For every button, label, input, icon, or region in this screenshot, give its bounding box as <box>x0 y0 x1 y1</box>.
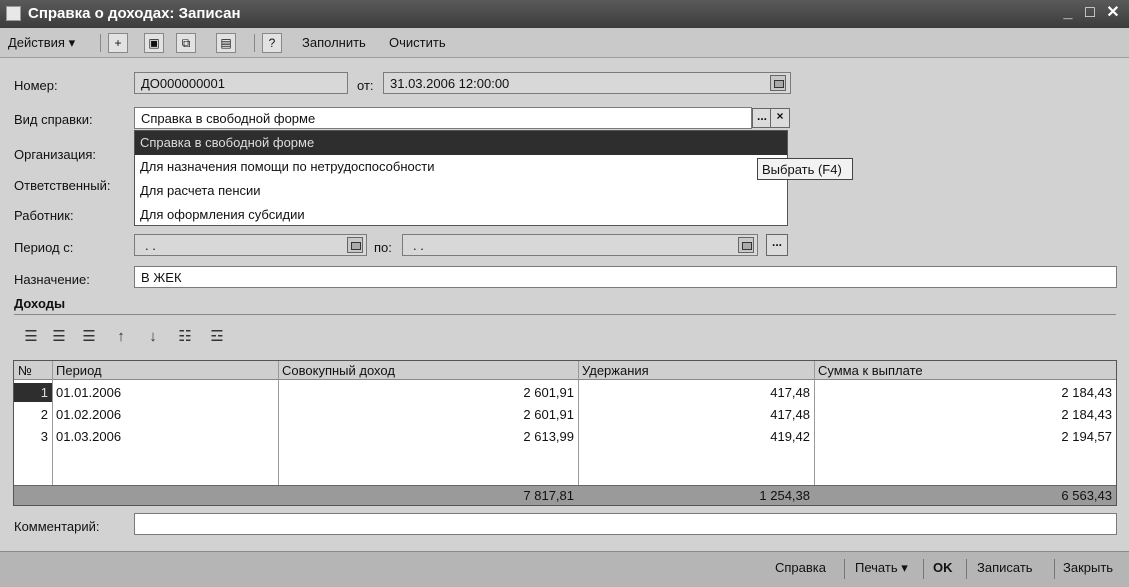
row-period: 01.01.2006 <box>56 385 122 400</box>
row-payment: 2 194,57 <box>1061 429 1112 444</box>
maximize-button[interactable]: □ <box>1085 4 1095 21</box>
number-label: Номер: <box>14 78 58 93</box>
dropdown-item[interactable]: Для назначения помощи по нетрудоспособности <box>140 159 435 174</box>
clear-button[interactable]: Очистить <box>389 35 446 50</box>
select-button[interactable]: ... <box>752 108 772 128</box>
totals-row <box>14 485 1116 505</box>
ok-button[interactable]: OK <box>933 560 953 575</box>
clear-icon[interactable]: × <box>770 108 790 128</box>
type-field[interactable]: Справка в свободной форме <box>134 107 752 129</box>
move-icon[interactable]: + <box>108 33 128 53</box>
toolbar-separator <box>100 34 101 52</box>
close-window-button[interactable]: ✕ <box>1106 4 1120 21</box>
row-deductions: 417,48 <box>770 407 810 422</box>
organization-label: Организация: <box>14 147 97 162</box>
title-bar <box>0 0 1129 28</box>
section-divider <box>14 314 1116 315</box>
post-icon[interactable]: ▤ <box>216 33 236 53</box>
calendar-icon[interactable] <box>770 75 786 91</box>
comment-label: Комментарий: <box>14 519 100 534</box>
sort-icon[interactable]: ☷ <box>178 328 192 345</box>
toolbar-separator <box>254 34 255 52</box>
move-up-icon[interactable]: ↑ <box>117 328 125 345</box>
window-title: Справка о доходах: Записан <box>28 5 241 22</box>
row-income: 2 601,91 <box>523 407 574 422</box>
date-label: от: <box>357 78 374 93</box>
period-to-field[interactable] <box>402 234 758 256</box>
close-button[interactable]: Закрыть <box>1063 560 1114 575</box>
calendar-icon[interactable] <box>738 237 754 253</box>
type-label: Вид справки: <box>14 112 93 127</box>
responsible-label: Ответственный: <box>14 178 111 193</box>
actions-menu[interactable] <box>8 35 75 51</box>
report-button[interactable]: Справка <box>775 560 826 575</box>
number-field[interactable] <box>134 72 348 94</box>
row-number: 3 <box>40 429 48 444</box>
column-header-period[interactable]: Период <box>52 361 278 380</box>
toolbar <box>0 28 1129 58</box>
chevron-down-icon: ▾ <box>68 35 76 50</box>
period-from-field[interactable] <box>134 234 367 256</box>
print-menu-label: Печать <box>855 560 898 575</box>
income-section-title: Доходы <box>14 296 66 311</box>
row-period: 01.03.2006 <box>56 429 122 444</box>
comment-field[interactable] <box>134 513 1117 535</box>
period-to-label: по: <box>374 240 392 255</box>
column-header-income[interactable]: Совокупный доход <box>278 361 578 380</box>
period-from-value: . . <box>145 238 156 253</box>
reread-icon[interactable]: ▣ <box>144 33 164 53</box>
select-tooltip: Выбрать (F4) <box>757 158 853 180</box>
copy-icon[interactable]: ⧉ <box>176 33 196 53</box>
period-select-button[interactable]: ... <box>766 234 788 256</box>
income-table <box>13 360 1117 506</box>
bottom-separator <box>1054 559 1055 579</box>
total-payment: 6 563,43 <box>1061 488 1112 503</box>
edit-row-icon[interactable]: ☰ <box>82 328 96 345</box>
number-value: ДО000000001 <box>141 76 225 91</box>
add-row-icon[interactable]: ☰ <box>24 328 38 345</box>
document-icon <box>6 6 21 21</box>
purpose-label: Назначение: <box>14 272 90 287</box>
period-from-label: Период с: <box>14 240 74 255</box>
date-field[interactable] <box>383 72 791 94</box>
minimize-button[interactable]: _ <box>1063 4 1073 21</box>
row-number: 1 <box>14 383 52 402</box>
row-payment: 2 184,43 <box>1061 385 1112 400</box>
bottom-bar <box>0 551 1129 587</box>
row-deductions: 419,42 <box>770 429 810 444</box>
row-income: 2 601,91 <box>523 385 574 400</box>
move-down-icon[interactable]: ↓ <box>149 328 157 345</box>
fill-rows-icon[interactable]: ☲ <box>210 328 224 345</box>
bottom-separator <box>923 559 924 579</box>
total-deductions: 1 254,38 <box>759 488 810 503</box>
chevron-down-icon: ▾ <box>901 560 908 575</box>
purpose-field[interactable]: В ЖЕК <box>134 266 1117 288</box>
calendar-icon[interactable] <box>347 237 363 253</box>
bottom-separator <box>966 559 967 579</box>
print-menu[interactable] <box>855 560 908 576</box>
row-period: 01.02.2006 <box>56 407 122 422</box>
help-icon[interactable]: ? <box>262 33 282 53</box>
employee-label: Работник: <box>14 208 74 223</box>
column-header-number[interactable]: № <box>14 361 52 380</box>
dropdown-item[interactable]: Для оформления субсидии <box>140 207 305 222</box>
save-button[interactable]: Записать <box>977 560 1033 575</box>
bottom-separator <box>844 559 845 579</box>
row-payment: 2 184,43 <box>1061 407 1112 422</box>
period-to-value: . . <box>413 238 424 253</box>
type-dropdown-list <box>134 130 788 226</box>
row-number: 2 <box>40 407 48 422</box>
actions-menu-label: Действия <box>8 35 65 50</box>
copy-row-icon[interactable]: ☰ <box>52 328 66 345</box>
dropdown-item[interactable]: Справка в свободной форме <box>135 131 787 155</box>
date-value: 31.03.2006 12:00:00 <box>390 76 510 91</box>
row-income: 2 613,99 <box>523 429 574 444</box>
fill-button[interactable]: Заполнить <box>302 35 366 50</box>
column-header-payment[interactable]: Сумма к выплате <box>814 361 1116 380</box>
row-deductions: 417,48 <box>770 385 810 400</box>
total-income: 7 817,81 <box>523 488 574 503</box>
dropdown-item[interactable]: Для расчета пенсии <box>140 183 261 198</box>
column-header-deductions[interactable]: Удержания <box>578 361 814 380</box>
